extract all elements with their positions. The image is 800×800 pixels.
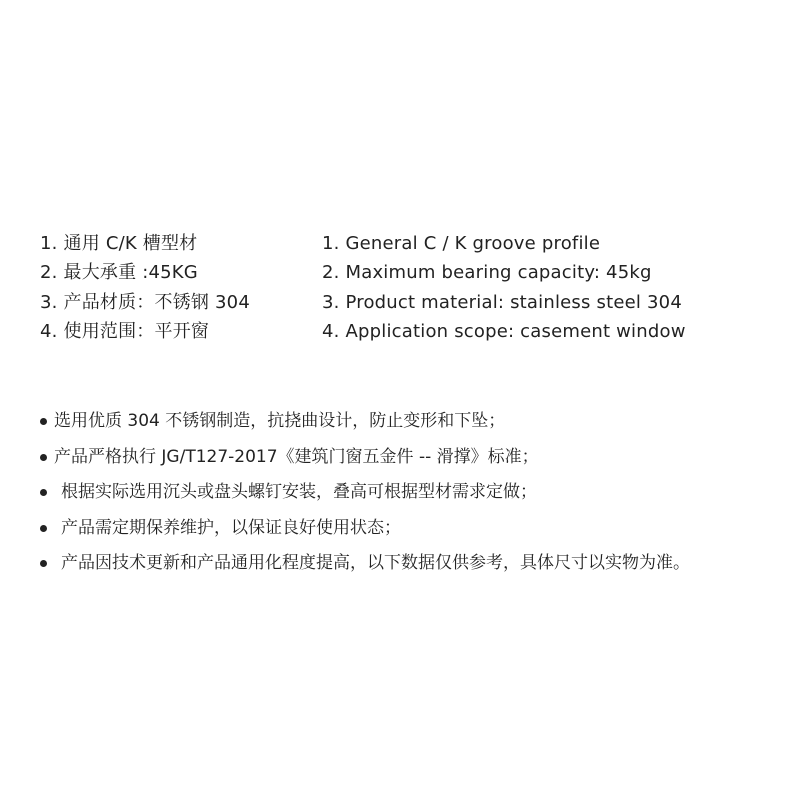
note-text-1: 选用优质 304 不锈钢制造，抗挠曲设计，防止变形和下坠； (54, 411, 506, 431)
note-text-2: 产品严格执行 JG/T127-2017《建筑门窗五金件 -- 滑撑》标准； (54, 446, 539, 467)
spec-item-en-2: 2. Maximum bearing capacity: 45kg (322, 262, 652, 284)
spec-item-en-1: 1. General C / K groove profile (322, 233, 601, 254)
spec-item-en-4: 4. Application scope: casement window (322, 320, 686, 342)
note-item-4 (40, 511, 780, 547)
spec-item-zh-4: 4. 使用范围：平开窗 (40, 320, 210, 342)
bullet-icon (40, 418, 47, 425)
bullet-icon (40, 525, 47, 532)
note-item-3 (40, 475, 780, 511)
spec-item-zh-3: 3. 产品材质：不锈钢 304 (40, 291, 250, 313)
bullet-icon (40, 560, 47, 567)
note-text-5: 产品因技术更新和产品通用化程度提高，以下数据仅供参考，具体尺寸以实物为准。 (61, 553, 690, 573)
bullet-icon (40, 454, 47, 461)
notes-list (40, 404, 780, 582)
note-text-3: 根据实际选用沉头或盘头螺钉安装，叠高可根据型材需求定做； (61, 482, 537, 502)
note-item-1 (40, 404, 780, 440)
note-item-2 (40, 440, 780, 476)
bullet-icon (40, 489, 47, 496)
note-item-5 (40, 546, 780, 582)
spec-item-zh-2: 2. 最大承重 :45KG (40, 262, 198, 284)
spec-list-chinese (40, 229, 310, 346)
spec-list-english (322, 229, 782, 346)
spec-item-zh-1: 1. 通用 C/K 槽型材 (40, 233, 198, 254)
spec-item-en-3: 3. Product material: stainless steel 304 (322, 291, 682, 313)
note-text-4: 产品需定期保养维护，以保证良好使用状态； (61, 517, 401, 538)
